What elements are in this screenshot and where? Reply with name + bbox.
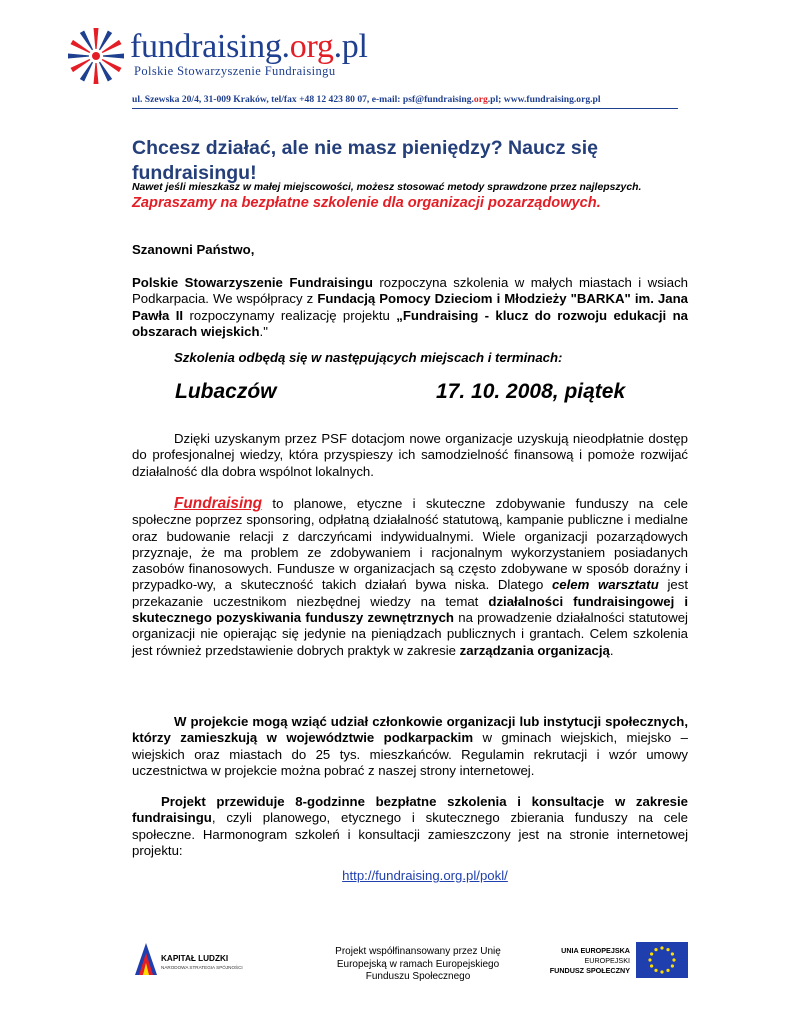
greeting: Szanowni Państwo,	[132, 242, 255, 257]
subtitle: Nawet jeśli mieszkasz w małej miejscowości, możesz stosować metody sprawdzone przez najlepszych.	[132, 182, 642, 193]
project-paragraph: Projekt przewiduje 8-godzinne bezpłatne szkolenia i konsultacje w zakresie fundraisingu, czyli planowego, etycznego i skutecznego zbierania funduszy na cele społeczne. Harmonogram szkoleń i konsultacji zamieszczony jest na stronie internetowej projektu:	[132, 794, 688, 858]
fundraising-paragraph: Fundraising to planowe, etyczne i skuteczne zdobywanie funduszy na cele społeczne poprzez sponsoring, odpłatną działalność statutową, kampanie publiczne i medialne oraz budowanie relacji z darczyńcami indywidualnymi. Wiele organizacji pozarządowych przyznaje, że ma problem ze zdobywaniem i racjonalnym wykorzystaniem posiadanych zasobów finanosowych. Fundusze w organizacjach są często zdobywane w sposób doraźny i przypadko-wy, a skuteczność takich działań bywa niska. Dlatego celem warsztatu jest przekazanie uczestnikom niezbędnej wiedzy na temat działalności fundraisingowej i skutecznego pozyskiwania funduszy zewnętrznych na prowadzenie działalności statutowej organizacji nie opierając się jedynie na pieniądzach publicznych i grantach. Celem szkolenia jest również przedstawienie dobrych praktyk w zakresie zarządzania organizacją.	[132, 495, 688, 658]
training-city: Lubaczów	[175, 380, 277, 403]
kapital-ludzki-logo-icon	[133, 941, 159, 977]
header-divider	[132, 108, 678, 109]
intro-paragraph: Polskie Stowarzyszenie Fundraisingu rozpoczyna szkolenia w małych miastach i wsiach Podkarpacia. We współpracy z Fundacją Pomocy Dzieciom i Młodzieży "BARKA" im. Jana Pawła II rozpoczynamy realizację projektu „Fundraising - klucz do rozwoju edukacji na obszarach wiejskich."	[132, 275, 688, 339]
eu-label: UNIA EUROPEJSKA EUROPEJSKI FUNDUSZ SPOŁECZNY	[549, 946, 630, 975]
project-link[interactable]: http://fundraising.org.pl/pokl/	[342, 868, 508, 883]
contact-line: ul. Szewska 20/4, 31-009 Kraków, tel/fax +48 12 423 80 07, e-mail: psf@fundraising.org.pl; www.fundraising.org.pl	[132, 94, 601, 105]
dotation-paragraph: Dzięki uzyskanym przez PSF dotacjom nowe organizacje uzyskują nieodpłatnie dostęp do profesjonalnej wiedzy, która przyspieszy ich samodzielność finansową i pomoże rozwijać działalność dla dobra wspólnot lokalnych.	[132, 431, 688, 479]
page-title: Chcesz działać, ale nie masz pieniędzy? Naucz się fundraisingu!	[132, 137, 599, 184]
places-intro: Szkolenia odbędą się w następujących miejscach i terminach:	[174, 350, 563, 365]
kapital-ludzki-title: KAPITAŁ LUDZKI	[161, 954, 229, 963]
training-date: 17. 10. 2008, piątek	[436, 380, 626, 403]
cofinancing-note: Projekt współfinansowany przez Unię Europejską w ramach Europejskiego Funduszu Społecznego	[335, 946, 501, 982]
fundraising-term: Fundraising	[174, 495, 263, 512]
participants-paragraph: W projekcie mogą wziąć udział członkowie organizacji lub instytucji społecznych, którzy zamieszkują w województwie podkarpackim w gminach wiejskich, miejsko – wiejskich oraz miastach do 25 tys. mieszkańców. Regulamin rekrutacji i wzór umowy uczestnictwa w projekcie można pobrać z naszej strony internetowej.	[132, 714, 688, 778]
eu-flag-icon	[636, 942, 688, 978]
kapital-ludzki-subtitle: NARODOWA STRATEGIA SPÓJNOŚCI	[161, 965, 243, 970]
psf-logo-icon	[62, 22, 130, 90]
logo-subtitle: Polskie Stowarzyszenie Fundraisingu	[134, 64, 336, 78]
project-link-line	[132, 868, 718, 883]
invitation: Zapraszamy na bezpłatne szkolenie dla organizacji pozarządowych.	[132, 195, 601, 211]
logo-wordmark: fundraising.org.pl	[130, 28, 368, 65]
